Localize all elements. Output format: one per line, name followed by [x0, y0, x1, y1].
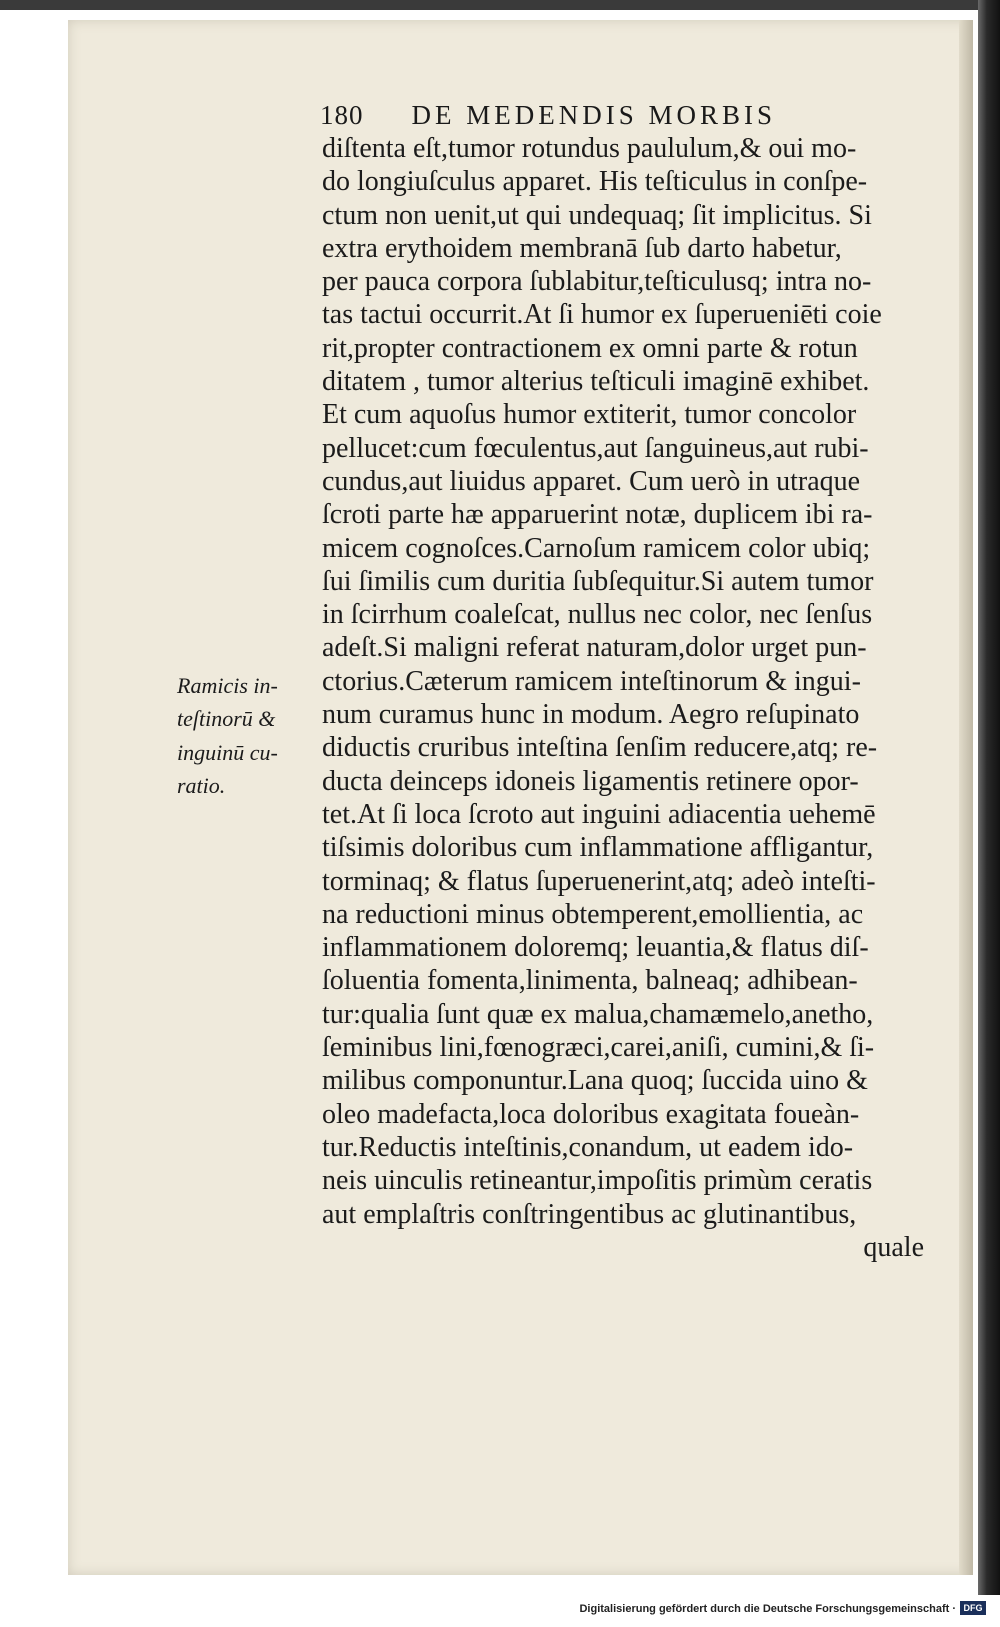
marginal-note-line: teſtinorū & [177, 706, 276, 732]
page-number: 180 [320, 100, 364, 130]
text-line: pellucet:cum fœculentus,aut ſanguineus,aut rubi- [322, 432, 869, 464]
marginal-note-line: inguinū cu- [177, 739, 278, 765]
footer-bar [0, 1595, 1000, 1627]
text-line: torminaq; & flatus ſuperuenerint,atq; adeò inteſti- [322, 865, 876, 897]
text-line: per pauca corpora ſublabitur,teſticulusq; intra no- [322, 266, 872, 298]
text-line: ſui ſimilis cum duritia ſubſequitur.Si autem tumor [322, 565, 874, 597]
text-line: ditatem , tumor alterius teſticuli imaginē exhibet. [322, 366, 870, 398]
text-line: oleo madefacta,loca doloribus exagitata foueàn- [322, 1098, 860, 1130]
text-line: adeſt.Si maligni referat naturam,dolor urget pun- [322, 632, 867, 664]
text-line: aut emplaſtris conſtringentibus ac glutinantibus, [322, 1198, 857, 1230]
text-line: in ſcirrhum coaleſcat, nullus nec color, nec ſenſus [322, 599, 873, 631]
text-line: ducta deinceps idoneis ligamentis retinere opor- [322, 765, 859, 797]
scan-right-edge [978, 0, 1000, 1600]
text-line: inflammationem doloremq; leuantia,& flatus diſ- [322, 932, 869, 964]
text-line: cundus,aut liuidus apparet. Cum uerò in utraque [322, 465, 861, 497]
funding-credit: Digitalisierung gefördert durch die Deutsche Forschungsgemeinschaft · [579, 1603, 956, 1615]
text-line: micem cognoſces.Carnoſum ramicem color ubiq; [322, 532, 871, 564]
text-line: ſoluentia fomenta,linimenta, balneaq; adhibean- [322, 965, 858, 997]
text-line: diſtenta eſt,tumor rotundus paululum,& oui mo- [322, 133, 857, 164]
text-line: tur:qualia ſunt quæ ex malua,chamæmelo,anetho, [322, 998, 874, 1030]
text-line: ctorius.Cæterum ramicem inteſtinorum & ingui- [322, 665, 861, 697]
marginal-note-line: ratio. [177, 772, 226, 798]
text-line: tur.Reductis inteſtinis,conandum, ut eadem ido- [322, 1131, 854, 1163]
running-head [320, 100, 880, 131]
text-line: ſcroti parte hæ apparuerint notæ, duplicem ibi ra- [322, 499, 873, 531]
text-line: ſeminibus lini,fœnogræci,carei,aniſi, cumini,& ſi- [322, 1032, 875, 1064]
text-line: tet.At ſi loca ſcroto aut inguini adiacentia uehemē [322, 798, 876, 830]
text-line: tiſsimis doloribus cum inflammatione affligantur, [322, 832, 874, 864]
marginal-note-line: Ramicis in- [177, 673, 278, 698]
text-line: tas tactui occurrit.At ſi humor ex ſuperueniēti coie [322, 299, 882, 331]
scan-top-edge [0, 0, 1000, 10]
page-gutter-shadow [959, 20, 973, 1575]
text-line: extra erythoidem membranā ſub darto habetur, [322, 232, 842, 264]
catchword: quale [863, 1231, 924, 1263]
text-line: num curamus hunc in modum. Aegro reſupinato [322, 699, 860, 731]
text-line: diductis cruribus inteſtina ſenſim reducere,atq; re- [322, 732, 878, 764]
text-line: ctum non uenit,ut qui undequaq; ſit implicitus. Si [322, 199, 872, 231]
text-line: na reductioni minus obtemperent,emollientia, ac [322, 898, 864, 930]
main-text-block [322, 132, 932, 1264]
dfg-logo-icon: DFG [960, 1601, 986, 1615]
text-line: do longiuſculus apparet. His teſticulus in conſpe- [322, 166, 868, 198]
text-line: Et cum aquoſus humor extiterit, tumor concolor [322, 399, 857, 431]
text-line: milibus componuntur.Lana quoq; ſuccida uino & [322, 1065, 868, 1097]
running-title: DE MEDENDIS MORBIS [411, 100, 777, 130]
text-line: neis uinculis retineantur,impoſitis primùm ceratis [322, 1165, 873, 1197]
text-line: rit,propter contractionem ex omni parte & rotun [322, 332, 858, 364]
marginal-note [177, 669, 317, 802]
